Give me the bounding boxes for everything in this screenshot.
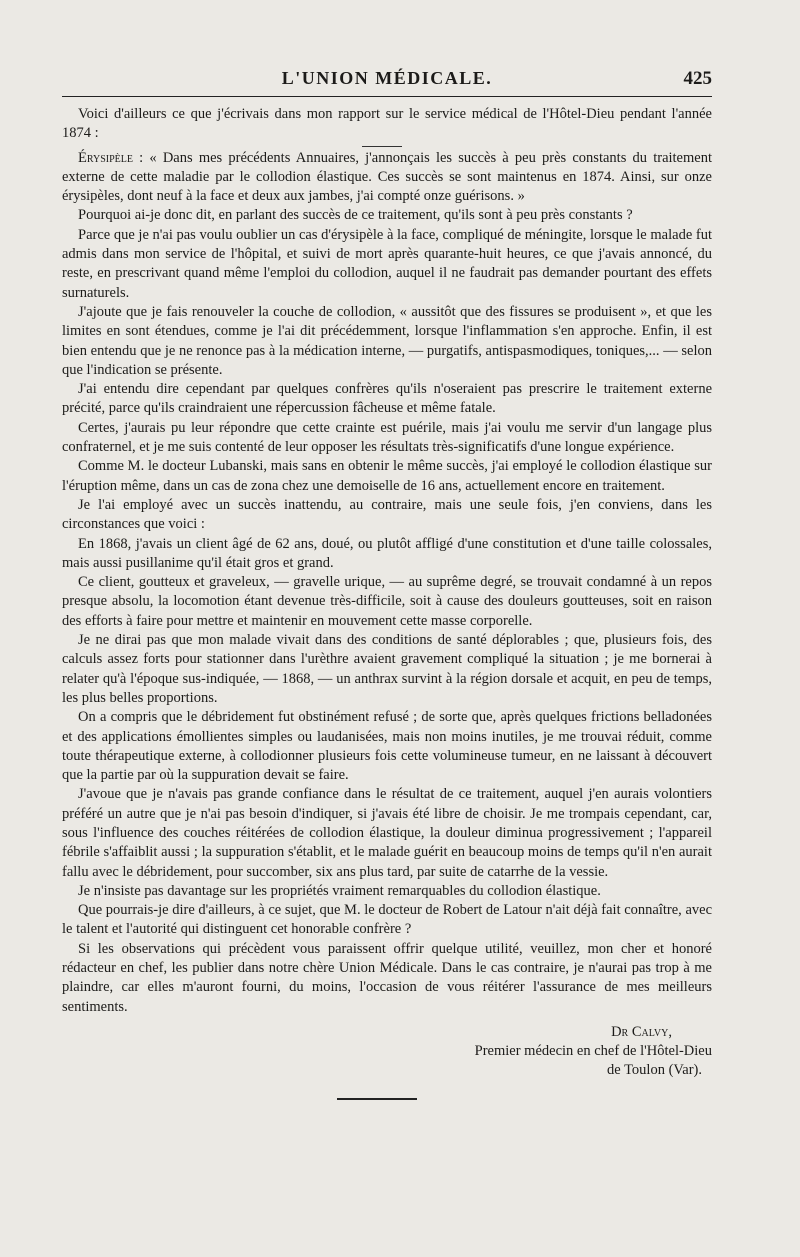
paragraph-8: Comme M. le docteur Lubanski, mais sans en obtenir le même succès, j'ai employé le collodion élastique sur l'éruption même, dans un cas de zona chez une demoiselle de 16 ans, actuellement encore en traitement. <box>62 458 712 494</box>
running-header <box>62 58 712 97</box>
page-number: 425 <box>683 68 712 89</box>
signature-place: de Toulon (Var). <box>607 1061 702 1078</box>
paragraph-2-text: « Dans mes précédents Annuaires, j'annonçais les succès à peu près constants du traitement externe de cette maladie par le collodion élastique. Ces succès se sont maintenus en 1874. Ainsi, sur onze érysipèles, dont neuf à la face et deux aux jambes, j'ai compté onze guérisons. » <box>62 149 712 205</box>
short-divider <box>362 146 402 147</box>
paragraph-17: Si les observations qui précèdent vous paraissent offrir quelque utilité, veuillez, mon cher et honoré rédacteur en chef, les publier dans notre chère Union Médicale. Dans le cas contraire, je n'aurai pas trop à me plaindre, car elles m'auront fourni, du moins, l'occasion de vous réitérer l'assurance de mes meilleurs sentiments. <box>62 940 712 1015</box>
article-body <box>62 105 712 1017</box>
paragraph-7: Certes, j'aurais pu leur répondre que cette crainte est puérile, mais j'ai voulu me servir d'un langage plus confraternel, et je me suis contenté de leur opposer les résultats très-significatifs d'une longue expérience. <box>62 419 712 456</box>
signature-name: Dr Calvy, <box>611 1023 672 1040</box>
paragraph-16: Que pourrais-je dire d'ailleurs, à ce sujet, que M. le docteur de Robert de Latour n'ait déjà fait connaître, avec le talent et l'autorité qui distinguent cet honorable confrère ? <box>62 902 712 938</box>
paragraph-14: J'avoue que je n'avais pas grande confiance dans le résultat de ce traitement, auquel j'en aurais volontiers préféré un autre que je n'ai pas besoin d'indiquer, si j'avais été libre de choisir. Je me trompais cependant, car, sous l'influence des couches réitérées de collodion élastique, la douleur diminua progressivement ; l'appareil fébrile s'affaiblit aussi ; la suppuration s'établit, et le malade guérit en beaucoup moins de temps qu'il n'en aurait fallu avec le débridement, pour succomber, six ans plus tard, par suite de catarrhe de la vessie. <box>62 786 712 880</box>
section-label-erysipele: Érysipèle : <box>78 149 144 166</box>
paragraph-1: Voici d'ailleurs ce que j'écrivais dans mon rapport sur le service médical de l'Hôtel-Dieu pendant l'année 1874 : <box>62 106 712 142</box>
end-rule <box>337 1098 417 1100</box>
paragraph-3: Pourquoi ai-je donc dit, en parlant des succès de ce traitement, qu'ils sont à peu près constants ? <box>78 207 633 224</box>
paragraph-6: J'ai entendu dire cependant par quelques confrères qu'ils n'oseraient pas prescrire le traitement externe précité, parce qu'ils craindraient une répercussion fâcheuse et même fatale. <box>62 381 712 417</box>
signature-block <box>62 1023 712 1080</box>
paragraph-11: Ce client, goutteux et graveleux, — gravelle urique, — au suprême degré, se trouvait condamné à un repos presque absolu, la locomotion étant devenue très-difficile, soit à cause des douleurs goutteuses, soit en raison des efforts à faire pour mettre et maintenir en mouvement cette masse corporelle. <box>62 574 712 629</box>
journal-title: L'UNION MÉDICALE. <box>281 68 493 88</box>
paragraph-2 <box>62 149 712 207</box>
paragraph-10: En 1868, j'avais un client âgé de 62 ans, doué, ou plutôt affligé d'une constitution et d'une taille colossales, mais aussi pusillanime qu'il était gros et grand. <box>62 535 712 571</box>
paragraph-5: J'ajoute que je fais renouveler la couche de collodion, « aussitôt que des fissures se produisent », et que les limites en sont étendues, comme je l'ai dit précédemment, lorsque l'inflammation s'en approche. Enfin, il est bien entendu que je ne renonce pas à la médication interne, — purgatifs, antispasmodiques, toniques,... — selon que l'indication se présente. <box>62 303 712 378</box>
paragraph-9: Je l'ai employé avec un succès inattendu, au contraire, mais une seule fois, j'en conviens, dans les circonstances que voici : <box>62 496 712 533</box>
paragraph-12: Je ne dirai pas que mon malade vivait dans des conditions de santé déplorables ; que, plusieurs fois, des calculs assez forts pour stationner dans l'urèthre avaient gravement compliqué la situation ; je me bornerai à relater qu'à l'époque sus-indiquée, — 1868, — un anthrax survint à la région dorsale et acquit, en peu de temps, les plus belles proportions. <box>62 632 712 706</box>
signature-role: Premier médecin en chef de l'Hôtel-Dieu <box>474 1042 712 1059</box>
paragraph-13: On a compris que le débridement fut obstinément refusé ; de sorte que, après quelques frictions belladonées et des applications émollientes simples ou laudanisées, mais non moins inutiles, je me trouvai réduit, comme toute thérapeutique externe, à collodionner plusieurs fois cette volumineuse tumeur, en ne laissant à découvert que la partie par où la suppuration devait se faire. <box>62 709 712 784</box>
paragraph-15: Je n'insiste pas davantage sur les propriétés vraiment remarquables du collodion élastique. <box>78 882 601 899</box>
paragraph-4: Parce que je n'ai pas voulu oublier un cas d'érysipèle à la face, compliqué de méningite, lorsque le malade fut admis dans mon service de l'hôpital, et suivi de mort après quarante-huit heures, ce que j'avais annoncé, du reste, en prescrivant quand même l'emploi du collodion, auquel il ne faudrait pas demander pourtant des effets surnaturels. <box>62 226 712 301</box>
